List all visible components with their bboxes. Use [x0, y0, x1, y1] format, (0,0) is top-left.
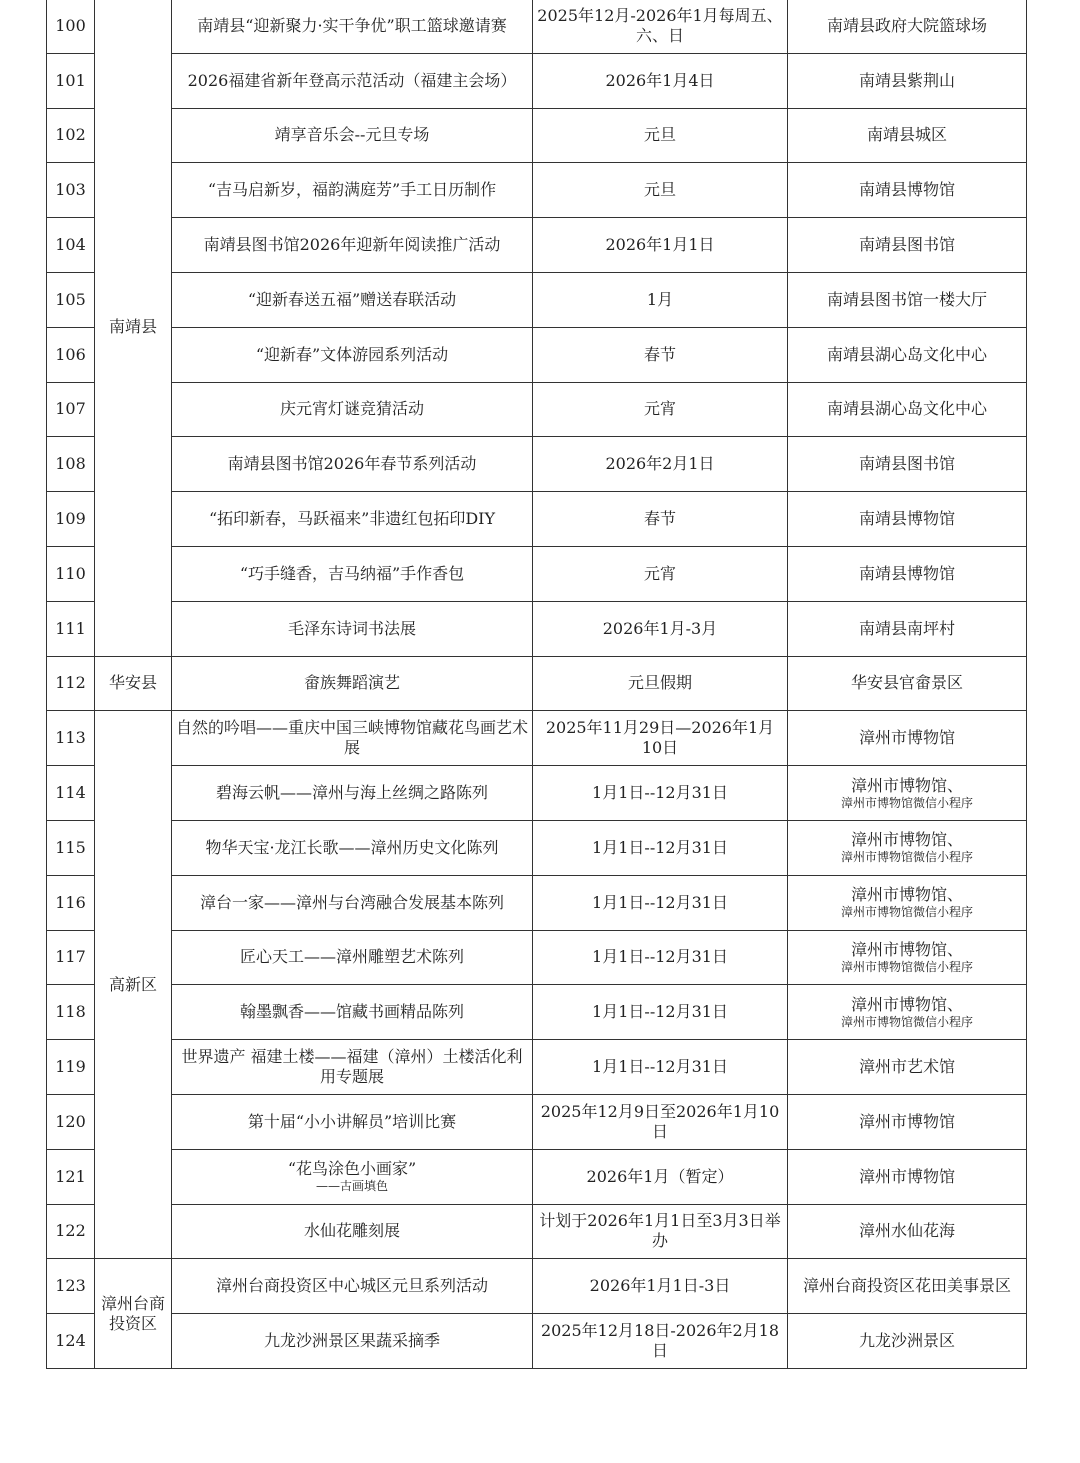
activity-place: 漳州市博物馆: [858, 1166, 955, 1186]
activity-name-cell: [172, 985, 533, 1040]
table-row: [47, 711, 1027, 766]
activity-name: “迎新春”文体游园系列活动: [255, 344, 449, 364]
activity-time-cell: 2026年1月1日: [533, 218, 788, 273]
activity-place-sub: 漳州市博物馆微信小程序: [840, 959, 973, 974]
activity-place: 南靖县政府大院篮球场: [826, 15, 987, 35]
activity-place-sub: 漳州市博物馆微信小程序: [840, 905, 973, 920]
activity-place-cell: [788, 1204, 1027, 1259]
table-row: [47, 1204, 1027, 1259]
table-row: [47, 1314, 1027, 1369]
table-row: [47, 766, 1027, 821]
activity-place: 南靖县图书馆一楼大厅: [826, 289, 987, 309]
district-cell: 漳州台商投资区: [95, 1259, 172, 1369]
activity-time-cell: 元宵: [533, 382, 788, 437]
activity-time-cell: 2026年1月4日: [533, 53, 788, 108]
table-row: [47, 1040, 1027, 1095]
activity-place-cell: [788, 108, 1027, 163]
activity-time-cell: 2025年12月18日-2026年2月18日: [533, 1314, 788, 1369]
table-row: [47, 985, 1027, 1040]
activity-name: 碧海云帆——漳州与海上丝绸之路陈列: [215, 783, 488, 803]
table-row: [47, 108, 1027, 163]
activity-time-cell: 2025年11月29日—2026年1月10日: [533, 711, 788, 766]
activity-place: 南靖县博物馆: [858, 180, 955, 200]
table-row: [47, 930, 1027, 985]
activity-name: 2026福建省新年登高示范活动（福建主会场）: [187, 70, 517, 90]
activity-place-sub: 漳州市博物馆微信小程序: [840, 1014, 973, 1029]
activity-name: “花鸟涂色小画家”: [287, 1159, 417, 1179]
activity-place: 南靖县博物馆: [858, 563, 955, 583]
activity-place: 漳州水仙花海: [858, 1221, 955, 1241]
activity-place-cell: [788, 875, 1027, 930]
activity-name: “吉马启新岁，福韵满庭芳”手工日历制作: [207, 180, 497, 200]
activity-place-cell: [788, 53, 1027, 108]
activity-time-cell: 元旦: [533, 108, 788, 163]
row-number-cell: 101: [47, 53, 95, 108]
activity-place-cell: [788, 1149, 1027, 1204]
table-row: [47, 492, 1027, 547]
activity-place: 南靖县图书馆: [858, 235, 955, 255]
district-cell: 高新区: [95, 711, 172, 1259]
activity-place-cell: [788, 656, 1027, 711]
activity-name-cell: [172, 327, 533, 382]
row-number-cell: 120: [47, 1094, 95, 1149]
row-number-cell: 124: [47, 1314, 95, 1369]
activity-name: 漳台一家——漳州与台湾融合发展基本陈列: [199, 892, 504, 912]
activity-name-cell: [172, 382, 533, 437]
district-cell: 华安县: [95, 656, 172, 711]
activity-place-cell: [788, 492, 1027, 547]
activity-name-cell: [172, 656, 533, 711]
activity-time-cell: 春节: [533, 327, 788, 382]
activity-name: 南靖县图书馆2026年迎新年阅读推广活动: [203, 235, 501, 255]
row-number-cell: 102: [47, 108, 95, 163]
row-number-cell: 113: [47, 711, 95, 766]
activity-place: 漳州市博物馆、: [850, 939, 963, 959]
activity-time-cell: 春节: [533, 492, 788, 547]
activity-time-cell: 1月1日--12月31日: [533, 766, 788, 821]
activity-place-cell: [788, 546, 1027, 601]
activity-time-cell: 2025年12月-2026年1月每周五、六、日: [533, 0, 788, 53]
activity-time-cell: 计划于2026年1月1日至3月3日举办: [533, 1204, 788, 1259]
activity-name: 翰墨飘香——馆藏书画精品陈列: [239, 1002, 464, 1022]
activity-name: 南靖县图书馆2026年春节系列活动: [227, 454, 477, 474]
row-number-cell: 123: [47, 1259, 95, 1314]
table-row: [47, 218, 1027, 273]
activity-time-cell: 元旦假期: [533, 656, 788, 711]
activity-name-cell: [172, 53, 533, 108]
table-row: [47, 875, 1027, 930]
table-row: [47, 656, 1027, 711]
activity-time-cell: 2025年12月9日至2026年1月10日: [533, 1094, 788, 1149]
activity-place: 九龙沙洲景区: [858, 1331, 955, 1351]
row-number-cell: 110: [47, 546, 95, 601]
activity-place: 漳州市博物馆、: [850, 775, 963, 795]
table-row: [47, 163, 1027, 218]
activity-place: 漳州市博物馆: [858, 1111, 955, 1131]
table-row: [47, 1094, 1027, 1149]
activity-name-cell: [172, 0, 533, 53]
activity-time-cell: 2026年1月1日-3日: [533, 1259, 788, 1314]
activity-place-cell: [788, 163, 1027, 218]
row-number-cell: 115: [47, 820, 95, 875]
activity-time-cell: 1月1日--12月31日: [533, 930, 788, 985]
activity-place-cell: [788, 327, 1027, 382]
activity-name-cell: [172, 1094, 533, 1149]
activity-time-cell: 1月1日--12月31日: [533, 820, 788, 875]
activity-name: 庆元宵灯谜竞猜活动: [279, 399, 424, 419]
activity-place-cell: [788, 1040, 1027, 1095]
table-row: [47, 1149, 1027, 1204]
activity-place: 漳州市博物馆、: [850, 994, 963, 1014]
activity-time-cell: 1月1日--12月31日: [533, 875, 788, 930]
activity-name: 毛泽东诗词书法展: [287, 618, 416, 638]
activity-name: 物华天宝·龙江长歌——漳州历史文化陈列: [205, 837, 499, 857]
activity-name-cell: [172, 766, 533, 821]
activity-place-cell: [788, 930, 1027, 985]
activity-time-cell: 2026年1月-3月: [533, 601, 788, 656]
activity-place-cell: [788, 0, 1027, 53]
activity-place-sub: 漳州市博物馆微信小程序: [840, 795, 973, 810]
activity-place-cell: [788, 985, 1027, 1040]
activity-name: 漳州台商投资区中心城区元旦系列活动: [215, 1276, 488, 1296]
district-cell: 南靖县: [95, 0, 172, 656]
activity-time-cell: 1月: [533, 272, 788, 327]
row-number-cell: 119: [47, 1040, 95, 1095]
activity-name-cell: [172, 1040, 533, 1095]
activity-place: 华安县官畲景区: [850, 673, 963, 693]
activity-name: 匠心天工——漳州雕塑艺术陈列: [239, 947, 464, 967]
activity-name-cell: [172, 820, 533, 875]
row-number-cell: 112: [47, 656, 95, 711]
activity-name: 自然的吟唱——重庆中国三峡博物馆藏花鸟画艺术展: [176, 718, 529, 758]
activity-place: 南靖县湖心岛文化中心: [826, 399, 987, 419]
activity-name: “巧手缝香，吉马纳福”手作香包: [239, 563, 465, 583]
row-number-cell: 109: [47, 492, 95, 547]
activity-time-cell: 2026年2月1日: [533, 437, 788, 492]
activity-place: 漳州市艺术馆: [858, 1057, 955, 1077]
activity-place-cell: [788, 1314, 1027, 1369]
activity-name-cell: [172, 711, 533, 766]
row-number-cell: 118: [47, 985, 95, 1040]
table-row: [47, 53, 1027, 108]
activity-place: 南靖县紫荆山: [858, 70, 955, 90]
activity-place-cell: [788, 601, 1027, 656]
activity-name: 第十届“小小讲解员”培训比赛: [247, 1111, 457, 1131]
row-number-cell: 114: [47, 766, 95, 821]
activity-place-sub: 漳州市博物馆微信小程序: [840, 850, 973, 865]
activity-time-cell: 元宵: [533, 546, 788, 601]
table-row: [47, 601, 1027, 656]
table-row: [47, 327, 1027, 382]
activity-place-cell: [788, 218, 1027, 273]
activity-place-cell: [788, 711, 1027, 766]
activity-place: 南靖县湖心岛文化中心: [826, 344, 987, 364]
row-number-cell: 116: [47, 875, 95, 930]
activity-place: 南靖县南坪村: [858, 618, 955, 638]
row-number-cell: 100: [47, 0, 95, 53]
activity-place-cell: [788, 820, 1027, 875]
activity-name: “拓印新春，马跃福来”非遗红包拓印DIY: [208, 509, 496, 529]
activity-time-cell: 2026年1月（暂定）: [533, 1149, 788, 1204]
table-body: [47, 0, 1027, 1368]
table-row: [47, 0, 1027, 53]
activity-name-cell: [172, 1314, 533, 1369]
activity-place: 南靖县博物馆: [858, 509, 955, 529]
activity-place-cell: [788, 437, 1027, 492]
activity-place: 漳州台商投资区花田美事景区: [802, 1276, 1011, 1296]
table-row: [47, 437, 1027, 492]
activity-place: 南靖县城区: [866, 125, 947, 145]
activity-name-cell: [172, 108, 533, 163]
activity-place-cell: [788, 1094, 1027, 1149]
activity-name: 畲族舞蹈演艺: [303, 673, 400, 693]
row-number-cell: 105: [47, 272, 95, 327]
activity-name-cell: [172, 272, 533, 327]
table-row: [47, 546, 1027, 601]
row-number-cell: 108: [47, 437, 95, 492]
activity-place: 漳州市博物馆、: [850, 830, 963, 850]
activity-place: 南靖县图书馆: [858, 454, 955, 474]
activity-place: 漳州市博物馆: [858, 728, 955, 748]
activity-name-cell: [172, 1204, 533, 1259]
activity-name: 南靖县“迎新聚力·实干争优”职工篮球邀请赛: [197, 15, 507, 35]
activity-place-cell: [788, 272, 1027, 327]
activity-name-cell: [172, 1259, 533, 1314]
activity-name-cell: [172, 1149, 533, 1204]
activity-place: 漳州市博物馆、: [850, 885, 963, 905]
activity-name: 九龙沙洲景区果蔬采摘季: [263, 1331, 440, 1351]
row-number-cell: 106: [47, 327, 95, 382]
activity-name-cell: [172, 875, 533, 930]
activity-subtitle: ——古画填色: [315, 1179, 388, 1194]
activity-name-cell: [172, 546, 533, 601]
activity-name-cell: [172, 437, 533, 492]
activity-name-cell: [172, 218, 533, 273]
row-number-cell: 104: [47, 218, 95, 273]
activity-time-cell: 元旦: [533, 163, 788, 218]
row-number-cell: 121: [47, 1149, 95, 1204]
activity-time-cell: 1月1日--12月31日: [533, 1040, 788, 1095]
activity-name: “迎新春送五福”赠送春联活动: [247, 289, 457, 309]
activities-table: [46, 0, 1027, 1369]
activity-place-cell: [788, 766, 1027, 821]
activity-place-cell: [788, 1259, 1027, 1314]
activity-name-cell: [172, 163, 533, 218]
activity-name: 水仙花雕刻展: [303, 1221, 400, 1241]
table-row: [47, 382, 1027, 437]
table-row: [47, 820, 1027, 875]
table-row: [47, 1259, 1027, 1314]
activity-name-cell: [172, 601, 533, 656]
row-number-cell: 111: [47, 601, 95, 656]
activity-time-cell: 1月1日--12月31日: [533, 985, 788, 1040]
activity-name-cell: [172, 492, 533, 547]
activity-name-cell: [172, 930, 533, 985]
row-number-cell: 117: [47, 930, 95, 985]
row-number-cell: 107: [47, 382, 95, 437]
activity-name: 世界遗产 福建土楼——福建（漳州）土楼活化利用专题展: [181, 1047, 523, 1087]
activity-name: 靖享音乐会--元旦专场: [274, 125, 430, 145]
activity-place-cell: [788, 382, 1027, 437]
row-number-cell: 122: [47, 1204, 95, 1259]
row-number-cell: 103: [47, 163, 95, 218]
table-row: [47, 272, 1027, 327]
